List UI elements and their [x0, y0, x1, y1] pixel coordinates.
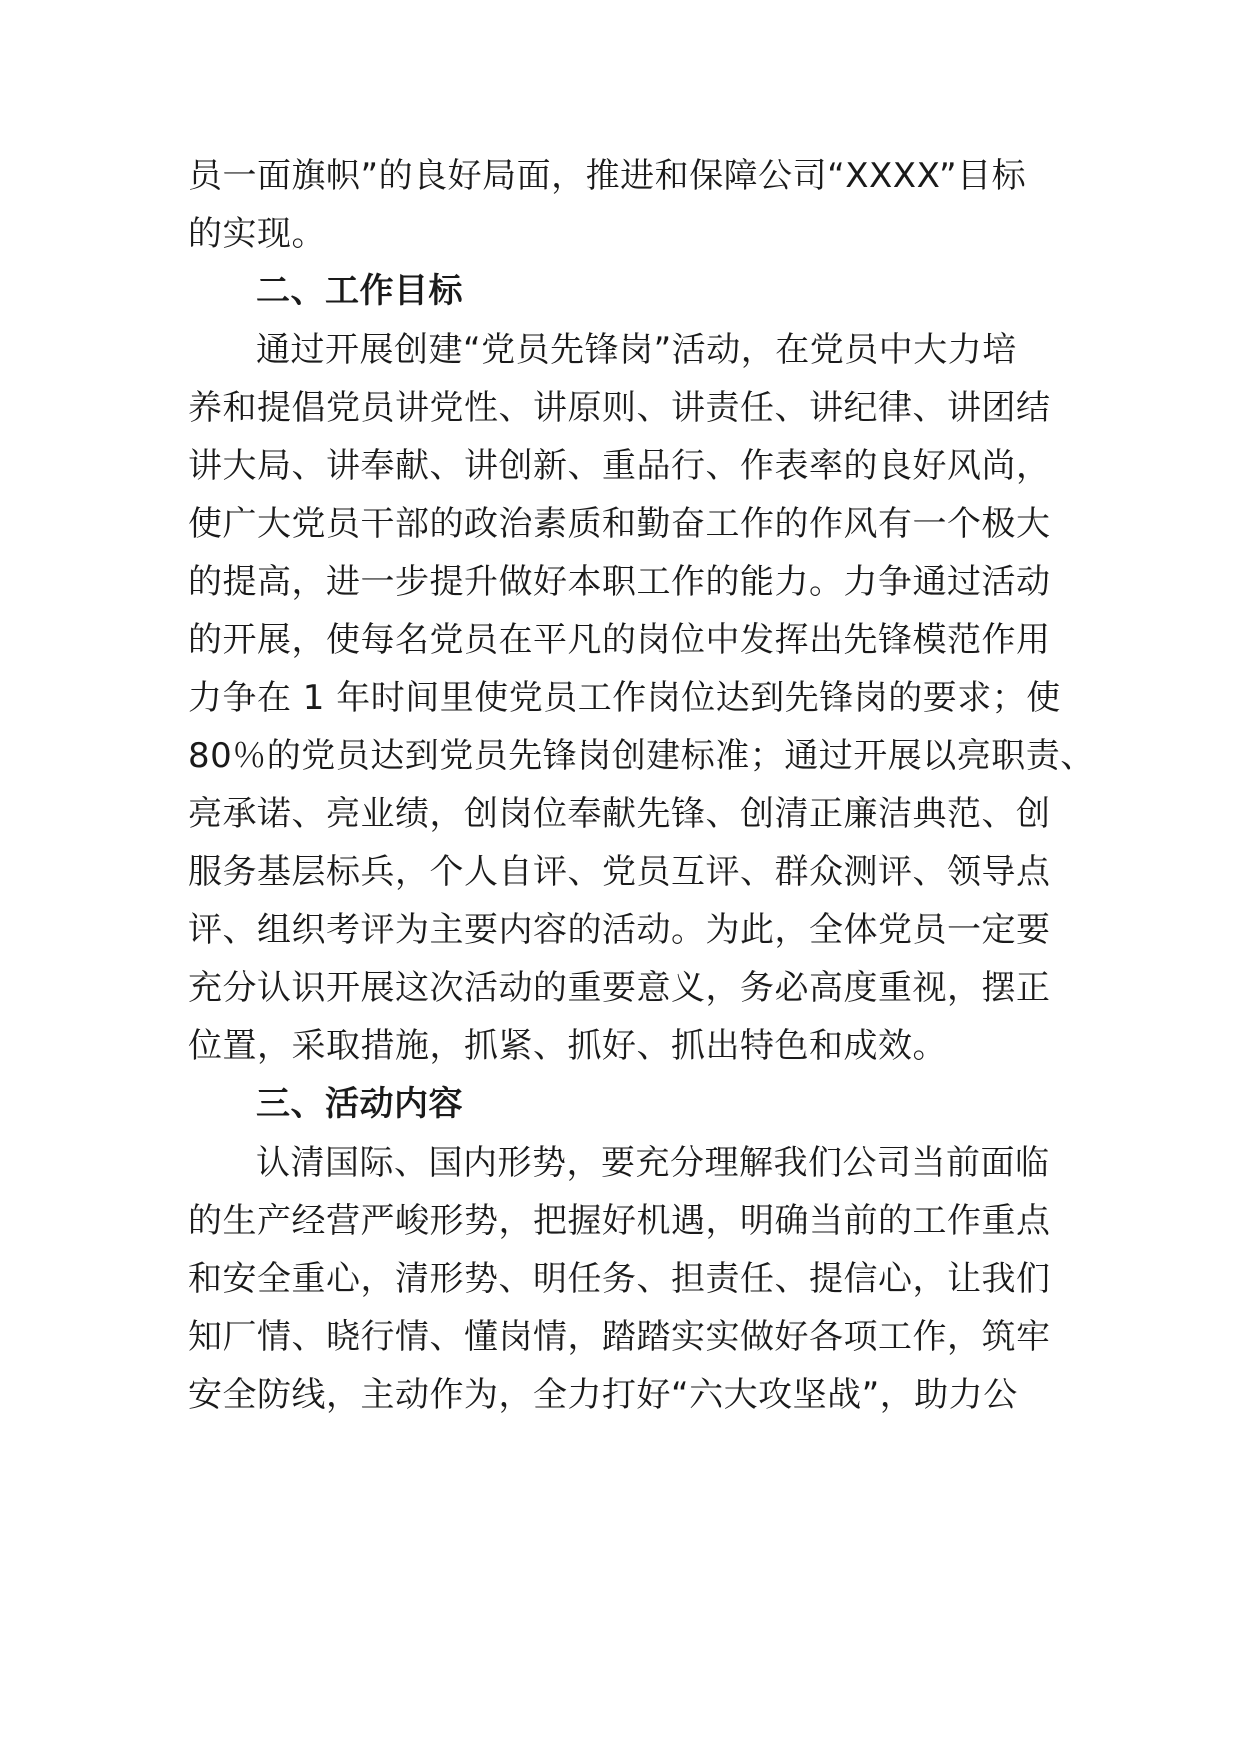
- body-text-line: 员一面旗帜”的良好局面，推进和保障公司“XXXX”目标: [188, 156, 1027, 196]
- body-text-line: 安全防线，主动作为，全力打好“六大攻坚战”，助力公: [188, 1375, 1018, 1415]
- body-text-line: 使广大党员干部的政治素质和勤奋工作的作风有一个极大: [188, 504, 1051, 544]
- section-heading-content: 三、活动内容: [256, 1084, 463, 1124]
- body-text-line: 知厂情、晓行情、懂岗情，踏踏实实做好各项工作，筑牢: [188, 1317, 1051, 1357]
- body-text-line: 80％的党员达到党员先锋岗创建标准；通过开展以亮职责、: [188, 736, 1095, 776]
- body-text-line: 的开展，使每名党员在平凡的岗位中发挥出先锋模范作用: [188, 620, 1051, 660]
- paragraph-start-line: 认清国际、国内形势，要充分理解我们公司当前面临: [256, 1143, 1050, 1183]
- body-text-line: 的生产经营严峻形势，把握好机遇，明确当前的工作重点: [188, 1201, 1051, 1241]
- body-text-line: 养和提倡党员讲党性、讲原则、讲责任、讲纪律、讲团结: [188, 388, 1051, 428]
- body-text-line: 位置，采取措施，抓紧、抓好、抓出特色和成效。: [188, 1026, 947, 1066]
- body-text-line: 评、组织考评为主要内容的活动。为此，全体党员一定要: [188, 910, 1051, 950]
- body-text-line: 充分认识开展这次活动的重要意义，务必高度重视，摆正: [188, 968, 1051, 1008]
- body-text-line: 讲大局、讲奉献、讲创新、重品行、作表率的良好风尚，: [188, 446, 1051, 486]
- section-heading-goals: 二、工作目标: [256, 271, 463, 311]
- body-text-line: 力争在 1 年时间里使党员工作岗位达到先锋岗的要求；使: [188, 678, 1061, 718]
- paragraph-start-line: 通过开展创建“党员先锋岗”活动，在党员中大力培: [256, 330, 1017, 370]
- body-text-line: 的提高，进一步提升做好本职工作的能力。力争通过活动: [188, 562, 1051, 602]
- body-text-line: 的实现。: [188, 214, 326, 254]
- body-text-line: 服务基层标兵，个人自评、党员互评、群众测评、领导点: [188, 852, 1051, 892]
- body-text-line: 和安全重心，清形势、明任务、担责任、提信心，让我们: [188, 1259, 1051, 1299]
- body-text-line: 亮承诺、亮业绩，创岗位奉献先锋、创清正廉洁典范、创: [188, 794, 1051, 834]
